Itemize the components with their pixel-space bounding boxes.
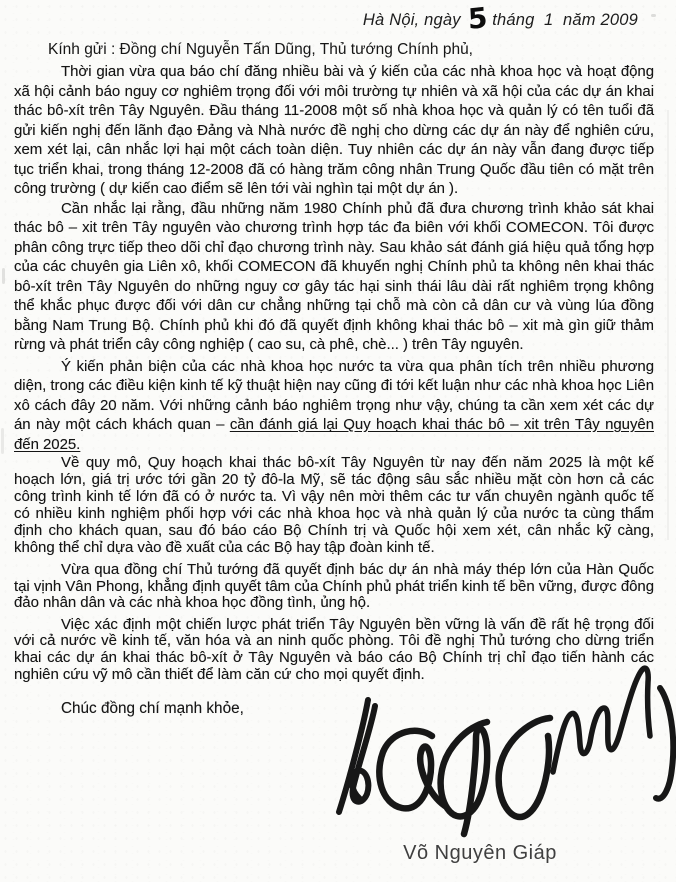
dateline (0, 0, 676, 37)
dateline-rest: tháng 1 năm 2009 (492, 11, 638, 29)
paragraph (0, 357, 676, 455)
text-segment: Vừa qua đồng chí Thủ tướng đã quyết định bác dự án nhà máy thép lớn của Hàn Quốc tại vịnh Vân Phong, khẳng định quyết tâm của Chính phủ phát triển kinh tế bền vững, được đông đảo nhân dân và các nhà khoa học đồng tình, ủng hộ. (14, 561, 654, 612)
letter-body (0, 62, 676, 684)
salutation-line: Kính gửi : Đồng chí Nguyễn Tấn Dũng, Thủ tướng Chính phủ, (48, 41, 473, 58)
signature-stroke (553, 668, 650, 772)
signature-stroke (656, 688, 673, 799)
text-segment: Ý kiến phản biện của các nhà khoa học nước ta vừa qua phân tích trên nhiều phương diện, trong các điều kiện kinh tế kỹ thuật hiện nay cũng đi tới kết luận như các nhà khoa học Liên xô cách đây 20 năm. Với những cảnh báo nghiêm trọng như vậy, chúng ta cần xem xét các dự án này một cách khách quan – (14, 357, 654, 433)
text-segment: Thời gian vừa qua báo chí đăng nhiều bài và ý kiến của các nhà khoa học và hoạt động xã hội cảnh báo nguy cơ nghiêm trọng đối với môi trường tự nhiên và xã hội của các dự án khai thác bô-xít trên Tây Nguyên. Đầu tháng 11-2008 một số nhà khoa học và quản lý có tên tuổi đã gửi kiến nghị đến lãnh đạo Đảng và Nhà nước đề nghị cho dừng các dự án này để nghiên cứu, xem xét lại, cân nhắc lợi hại một cách toàn diện. Tuy nhiên các dự án này vẫn đang được tiếp tục triển khai, trong tháng 12-2008 đã có hàng trăm công nhân Trung Quốc đầu tiên có mặt trên công trường ( dự kiến cao điểm sẽ lên tới vài nghìn tại một dự án ). (14, 63, 654, 197)
text-segment: Việc xác định một chiến lược phát triển Tây Nguyên bền vững là vấn đề rất hệ trọng đối với cả nước về kinh tế, văn hóa và an ninh quốc phòng. Tôi đề nghị Thủ tướng cho dừng triển khai các dự án khai thác bô-xít ở Tây Nguyên và báo cáo Bộ Chính trị chỉ đạo tiến hành các nghiên cứu vỹ mô cần thiết để làm căn cứ cho mọi quyết định. (14, 615, 654, 683)
paragraph (0, 62, 676, 199)
signature-stroke (499, 718, 550, 817)
signer-name: Võ Nguyên Giáp (403, 842, 557, 864)
signature-stroke (441, 722, 488, 834)
underlined-segment: cần đánh giá lại Quy hoạch khai thác bô – xit trên Tây nguyên đến 2025. (14, 416, 654, 453)
paragraph (0, 454, 676, 556)
dateline-place: Hà Nội, ngày (362, 11, 461, 29)
text-segment: Về quy mô, Quy hoạch khai thác bô-xít Tây Nguyên từ nay đến năm 2025 là một kế hoạch lớn, giá trị ước tới gần 20 tỷ đô-la Mỹ, sẽ tác động sâu sắc nhiều mặt còn hơn cả các công trình kinh tế lớn đã có ở nước ta. Vì vậy nên mời thêm các tư vấn chuyên ngành quốc tế có nhiều kinh nghiệm phối hợp với các nhà khoa học và nhà quản lý của nước ta cùng thẩm định cho khách quan, sau đó báo cáo Bộ Chính trị và Quốc hội xem xét, cân nhắc kỹ càng, không thể chỉ dựa vào đề xuất của các Bộ hay tập đoàn kinh tế. (14, 454, 654, 556)
signature-stroke (379, 731, 445, 809)
signature-scribble (330, 656, 676, 856)
text-segment: Cần nhắc lại rằng, đầu những năm 1980 Chính phủ đã đưa chương trình khảo sát khai thác bô – xit trên Tây nguyên vào chương trình hợp tác đa biên với khối COMECON. Tôi được phân công trực tiếp theo dõi chỉ đạo chương trình này. Sau khảo sát đánh giá hiệu quả tổng hợp của các chuyên gia Liên xô, khối COMECON đã khuyến nghị Chính phủ ta không nên khai thác bô-xít trên Tây Nguyên do những nguy cơ gây tác hại sinh thái lâu dài rất nghiêm trọng không thể khắc phục được đối với dân cư chẳng những tại chỗ mà còn cả dân cư và vùng lúa đồng bằng Nam Trung Bộ. Chính phủ khi đó đã quyết định không khai thác bô – xit mà gìn giữ thảm rừng và phát triển cây công nghiệp ( cao su, cà phê, chè... ) trên Tây nguyên. (14, 199, 654, 353)
paragraph (0, 199, 676, 355)
paragraph (0, 562, 676, 612)
closing-line: Chúc đồng chí mạnh khỏe, (61, 700, 244, 717)
handwritten-day: 5 (466, 0, 488, 37)
